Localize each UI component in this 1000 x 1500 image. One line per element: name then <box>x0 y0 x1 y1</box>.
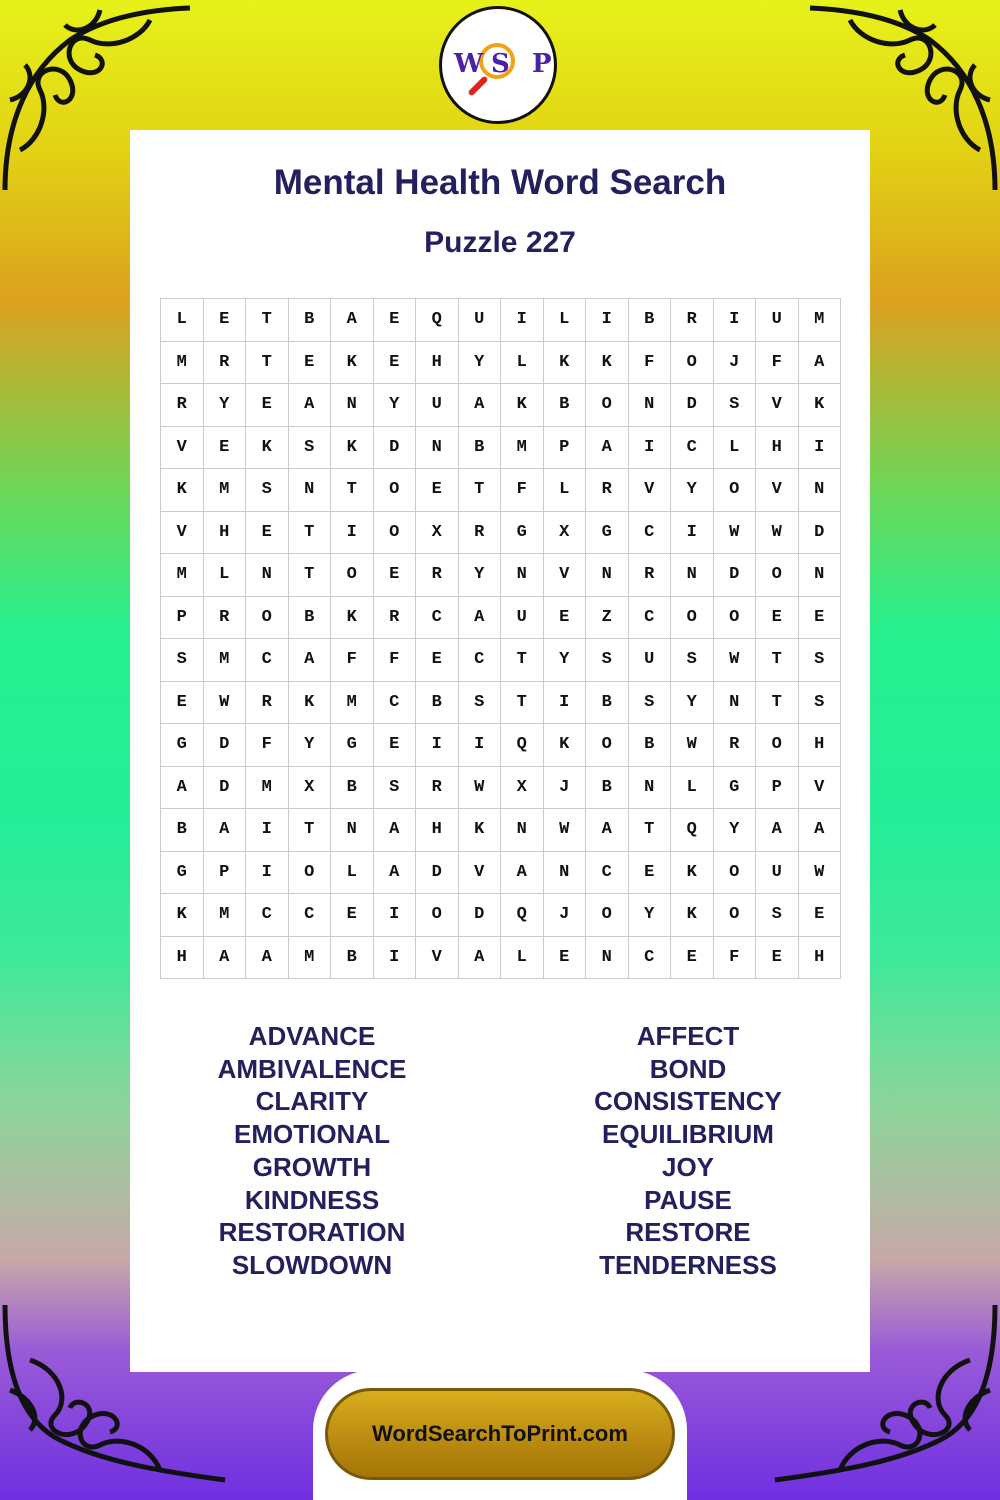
grid-cell[interactable]: C <box>246 894 289 937</box>
grid-cell[interactable]: Q <box>671 809 714 852</box>
grid-cell[interactable]: O <box>289 852 332 895</box>
grid-cell[interactable]: O <box>331 554 374 597</box>
grid-cell[interactable]: U <box>416 384 459 427</box>
grid-cell[interactable]: J <box>544 767 587 810</box>
grid-cell[interactable]: A <box>586 809 629 852</box>
grid-cell[interactable]: O <box>586 384 629 427</box>
grid-cell[interactable]: N <box>586 554 629 597</box>
grid-cell[interactable]: K <box>671 894 714 937</box>
grid-cell[interactable]: N <box>544 852 587 895</box>
grid-cell[interactable]: O <box>586 894 629 937</box>
grid-cell[interactable]: M <box>799 299 842 342</box>
grid-cell[interactable]: N <box>501 809 544 852</box>
grid-cell[interactable]: Q <box>501 894 544 937</box>
grid-cell[interactable]: B <box>289 597 332 640</box>
puzzle-number: Puzzle 227 <box>424 226 576 259</box>
grid-cell[interactable]: A <box>246 937 289 980</box>
grid-cell[interactable]: F <box>629 342 672 385</box>
grid-cell[interactable]: W <box>799 852 842 895</box>
grid-cell[interactable]: O <box>671 597 714 640</box>
grid-cell[interactable]: W <box>671 724 714 767</box>
grid-cell[interactable]: T <box>246 299 289 342</box>
grid-cell[interactable]: P <box>544 427 587 470</box>
grid-cell[interactable]: K <box>331 427 374 470</box>
grid-cell[interactable]: U <box>629 639 672 682</box>
grid-cell[interactable]: I <box>416 724 459 767</box>
grid-cell[interactable]: K <box>586 342 629 385</box>
grid-cell[interactable]: O <box>714 894 757 937</box>
grid-cell[interactable]: R <box>416 554 459 597</box>
logo-letter: S <box>491 49 510 79</box>
grid-cell[interactable]: A <box>756 809 799 852</box>
grid-cell[interactable]: I <box>459 724 502 767</box>
grid-cell[interactable]: J <box>544 894 587 937</box>
grid-cell[interactable]: S <box>246 469 289 512</box>
grid-cell[interactable]: N <box>416 427 459 470</box>
grid-cell[interactable]: S <box>289 427 332 470</box>
grid-cell[interactable]: K <box>161 894 204 937</box>
grid-cell[interactable]: M <box>161 554 204 597</box>
grid-cell[interactable]: F <box>756 342 799 385</box>
grid-cell[interactable]: T <box>289 512 332 555</box>
grid-cell[interactable]: L <box>544 469 587 512</box>
grid-cell[interactable]: A <box>289 384 332 427</box>
grid-cell[interactable]: T <box>289 809 332 852</box>
grid-cell[interactable]: F <box>714 937 757 980</box>
grid-cell[interactable]: M <box>246 767 289 810</box>
grid-cell[interactable]: E <box>629 852 672 895</box>
grid-cell[interactable]: I <box>374 894 417 937</box>
grid-cell[interactable]: Y <box>714 809 757 852</box>
grid-cell[interactable]: S <box>799 682 842 725</box>
grid-cell[interactable]: T <box>501 639 544 682</box>
grid-cell[interactable]: B <box>586 767 629 810</box>
grid-cell[interactable]: F <box>331 639 374 682</box>
grid-cell[interactable]: S <box>161 639 204 682</box>
grid-cell[interactable]: K <box>459 809 502 852</box>
grid-cell[interactable]: B <box>416 682 459 725</box>
grid-cell[interactable]: J <box>714 342 757 385</box>
grid-cell[interactable]: U <box>501 597 544 640</box>
grid-cell[interactable]: A <box>459 384 502 427</box>
letter-grid <box>160 298 841 979</box>
grid-cell[interactable]: L <box>161 299 204 342</box>
grid-cell[interactable]: L <box>544 299 587 342</box>
grid-cell[interactable]: C <box>629 597 672 640</box>
grid-cell[interactable]: R <box>586 469 629 512</box>
grid-cell[interactable]: A <box>161 767 204 810</box>
grid-cell[interactable]: H <box>799 937 842 980</box>
grid-cell[interactable]: E <box>799 597 842 640</box>
grid-cell[interactable]: K <box>246 427 289 470</box>
grid-cell[interactable]: C <box>671 427 714 470</box>
grid-cell[interactable]: C <box>416 597 459 640</box>
grid-cell[interactable]: O <box>586 724 629 767</box>
grid-cell[interactable]: T <box>246 342 289 385</box>
grid-cell[interactable]: T <box>501 682 544 725</box>
grid-cell[interactable]: Y <box>289 724 332 767</box>
grid-cell[interactable]: Y <box>629 894 672 937</box>
grid-cell[interactable]: S <box>374 767 417 810</box>
grid-cell[interactable]: W <box>756 512 799 555</box>
grid-cell[interactable]: W <box>714 639 757 682</box>
word-list-item: KINDNESS <box>244 1184 380 1215</box>
grid-cell[interactable]: R <box>714 724 757 767</box>
grid-cell[interactable]: D <box>374 427 417 470</box>
grid-cell[interactable]: N <box>501 554 544 597</box>
grid-cell[interactable]: T <box>459 469 502 512</box>
word-list-item: RESTORATION <box>218 1217 406 1248</box>
grid-cell[interactable]: E <box>374 342 417 385</box>
grid-cell[interactable]: K <box>501 384 544 427</box>
grid-cell[interactable]: D <box>714 554 757 597</box>
word-list-item: GROWTH <box>252 1151 372 1182</box>
grid-cell[interactable]: A <box>204 809 247 852</box>
grid-cell[interactable]: D <box>671 384 714 427</box>
grid-cell[interactable]: I <box>331 512 374 555</box>
grid-cell[interactable]: O <box>671 342 714 385</box>
grid-cell[interactable]: K <box>331 597 374 640</box>
grid-cell[interactable]: R <box>629 554 672 597</box>
grid-cell[interactable]: E <box>331 894 374 937</box>
grid-cell[interactable]: O <box>756 724 799 767</box>
grid-cell[interactable]: A <box>331 299 374 342</box>
grid-cell[interactable]: Y <box>459 342 502 385</box>
grid-cell[interactable]: X <box>289 767 332 810</box>
grid-cell[interactable]: U <box>459 299 502 342</box>
grid-cell[interactable]: G <box>161 852 204 895</box>
grid-cell[interactable]: K <box>289 682 332 725</box>
grid-cell[interactable]: L <box>501 342 544 385</box>
grid-cell[interactable]: U <box>756 852 799 895</box>
grid-cell[interactable]: E <box>246 384 289 427</box>
grid-cell[interactable]: T <box>756 682 799 725</box>
grid-cell[interactable]: D <box>416 852 459 895</box>
grid-cell[interactable]: Z <box>586 597 629 640</box>
grid-cell[interactable]: S <box>671 639 714 682</box>
grid-cell[interactable]: K <box>161 469 204 512</box>
grid-cell[interactable]: D <box>799 512 842 555</box>
grid-cell[interactable]: Y <box>671 469 714 512</box>
grid-cell[interactable]: W <box>714 512 757 555</box>
word-list-item: ADVANCE <box>248 1021 376 1051</box>
page-title: Mental Health Word Search <box>273 163 727 202</box>
grid-cell[interactable]: E <box>161 682 204 725</box>
grid-cell[interactable]: W <box>544 809 587 852</box>
word-list-left <box>162 1020 462 1282</box>
grid-cell[interactable]: C <box>459 639 502 682</box>
grid-cell[interactable]: G <box>331 724 374 767</box>
grid-cell[interactable]: W <box>204 682 247 725</box>
grid-cell[interactable]: L <box>714 427 757 470</box>
grid-cell[interactable]: V <box>161 427 204 470</box>
grid-cell[interactable]: E <box>416 469 459 512</box>
word-list-item: EMOTIONAL <box>234 1119 390 1150</box>
grid-cell[interactable]: L <box>501 937 544 980</box>
grid-cell[interactable]: F <box>501 469 544 512</box>
grid-cell[interactable]: P <box>756 767 799 810</box>
grid-cell[interactable]: T <box>756 639 799 682</box>
grid-cell[interactable]: O <box>714 469 757 512</box>
logo-letter: W <box>454 49 484 79</box>
grid-cell[interactable]: B <box>331 937 374 980</box>
grid-cell[interactable]: V <box>161 512 204 555</box>
grid-cell[interactable]: S <box>459 682 502 725</box>
grid-cell[interactable]: A <box>799 342 842 385</box>
grid-cell[interactable]: E <box>544 937 587 980</box>
grid-cell[interactable]: T <box>289 554 332 597</box>
word-list-item: JOY <box>661 1151 715 1182</box>
word-list-item: CONSISTENCY <box>594 1086 782 1117</box>
grid-cell[interactable]: Q <box>501 724 544 767</box>
grid-cell[interactable]: A <box>289 639 332 682</box>
grid-cell[interactable]: H <box>416 809 459 852</box>
grid-cell[interactable]: R <box>374 597 417 640</box>
grid-cell[interactable]: R <box>204 342 247 385</box>
grid-cell[interactable]: A <box>374 852 417 895</box>
word-list-item: CLARITY <box>255 1086 369 1117</box>
grid-cell[interactable]: Q <box>416 299 459 342</box>
grid-cell[interactable]: R <box>246 682 289 725</box>
grid-cell[interactable]: A <box>459 937 502 980</box>
grid-cell[interactable]: I <box>586 299 629 342</box>
grid-cell[interactable]: M <box>331 682 374 725</box>
grid-cell[interactable]: V <box>416 937 459 980</box>
grid-cell[interactable]: T <box>629 809 672 852</box>
grid-cell[interactable]: G <box>714 767 757 810</box>
grid-cell[interactable]: N <box>331 809 374 852</box>
grid-cell[interactable]: O <box>374 512 417 555</box>
grid-cell[interactable]: H <box>799 724 842 767</box>
website-url: WordSearchToPrint.com <box>372 1421 628 1446</box>
grid-cell[interactable]: E <box>204 427 247 470</box>
grid-cell[interactable]: C <box>586 852 629 895</box>
grid-cell[interactable]: O <box>714 597 757 640</box>
grid-cell[interactable]: E <box>416 639 459 682</box>
word-list-item: AFFECT <box>636 1021 740 1051</box>
grid-cell[interactable]: E <box>374 724 417 767</box>
grid-cell[interactable]: M <box>204 894 247 937</box>
grid-cell[interactable]: F <box>246 724 289 767</box>
grid-cell[interactable]: N <box>799 554 842 597</box>
grid-cell[interactable]: B <box>586 682 629 725</box>
word-list-item: TENDERNESS <box>599 1249 777 1280</box>
grid-cell[interactable]: O <box>246 597 289 640</box>
grid-cell[interactable]: K <box>671 852 714 895</box>
grid-cell[interactable]: L <box>331 852 374 895</box>
grid-cell[interactable]: S <box>799 639 842 682</box>
grid-cell[interactable]: A <box>501 852 544 895</box>
grid-cell[interactable]: B <box>544 384 587 427</box>
word-list-item: AMBIVALENCE <box>217 1053 407 1084</box>
grid-cell[interactable]: C <box>374 682 417 725</box>
grid-cell[interactable]: S <box>629 682 672 725</box>
grid-cell[interactable]: G <box>586 512 629 555</box>
grid-cell[interactable]: Y <box>544 639 587 682</box>
grid-cell[interactable]: B <box>629 724 672 767</box>
grid-cell[interactable]: P <box>161 597 204 640</box>
grid-cell[interactable]: K <box>544 342 587 385</box>
grid-cell[interactable]: A <box>586 427 629 470</box>
grid-cell[interactable]: D <box>459 894 502 937</box>
grid-cell[interactable]: N <box>246 554 289 597</box>
grid-cell[interactable]: E <box>756 597 799 640</box>
grid-cell[interactable]: Y <box>671 682 714 725</box>
grid-cell[interactable]: B <box>331 767 374 810</box>
grid-cell[interactable]: E <box>799 894 842 937</box>
grid-cell[interactable]: A <box>799 809 842 852</box>
grid-cell[interactable]: N <box>586 937 629 980</box>
grid-cell[interactable]: V <box>756 384 799 427</box>
wsp-logo <box>439 6 557 124</box>
grid-cell[interactable]: I <box>246 852 289 895</box>
grid-cell[interactable]: V <box>799 767 842 810</box>
grid-cell[interactable]: A <box>204 937 247 980</box>
grid-cell[interactable]: K <box>544 724 587 767</box>
grid-cell[interactable]: L <box>204 554 247 597</box>
word-list-right <box>538 1020 838 1282</box>
word-list-item: RESTORE <box>625 1217 751 1248</box>
grid-cell[interactable]: R <box>671 299 714 342</box>
grid-cell[interactable]: K <box>799 384 842 427</box>
grid-cell[interactable]: E <box>204 299 247 342</box>
grid-cell[interactable]: B <box>161 809 204 852</box>
word-list-item: SLOWDOWN <box>231 1249 393 1280</box>
grid-cell[interactable]: X <box>416 512 459 555</box>
grid-cell[interactable]: V <box>544 554 587 597</box>
grid-cell[interactable]: N <box>799 469 842 512</box>
grid-cell[interactable]: E <box>544 597 587 640</box>
grid-cell[interactable]: C <box>289 894 332 937</box>
grid-cell[interactable]: Y <box>459 554 502 597</box>
grid-cell[interactable]: R <box>204 597 247 640</box>
logo-letter: P <box>532 49 552 79</box>
grid-cell[interactable]: H <box>756 427 799 470</box>
grid-cell[interactable]: O <box>416 894 459 937</box>
word-list-item: PAUSE <box>644 1184 732 1215</box>
word-list-item: BOND <box>649 1053 727 1084</box>
grid-cell[interactable]: V <box>756 469 799 512</box>
grid-cell[interactable]: H <box>204 512 247 555</box>
grid-cell[interactable]: E <box>374 299 417 342</box>
grid-cell[interactable]: S <box>714 384 757 427</box>
grid-cell[interactable]: C <box>246 639 289 682</box>
grid-cell[interactable]: H <box>416 342 459 385</box>
grid-cell[interactable]: M <box>161 342 204 385</box>
grid-cell[interactable]: M <box>204 469 247 512</box>
grid-cell[interactable]: G <box>161 724 204 767</box>
grid-cell[interactable]: N <box>629 384 672 427</box>
grid-cell[interactable]: I <box>501 299 544 342</box>
grid-cell[interactable]: I <box>799 427 842 470</box>
grid-cell[interactable]: C <box>629 512 672 555</box>
grid-cell[interactable]: O <box>374 469 417 512</box>
grid-cell[interactable]: N <box>289 469 332 512</box>
grid-cell[interactable]: L <box>671 767 714 810</box>
website-banner[interactable] <box>325 1388 675 1480</box>
grid-cell[interactable]: R <box>161 384 204 427</box>
grid-cell[interactable]: B <box>459 427 502 470</box>
grid-cell[interactable]: Y <box>204 384 247 427</box>
grid-cell[interactable]: I <box>629 427 672 470</box>
grid-cell[interactable]: A <box>374 809 417 852</box>
grid-cell[interactable]: N <box>331 384 374 427</box>
grid-cell[interactable]: R <box>416 767 459 810</box>
grid-cell[interactable]: V <box>459 852 502 895</box>
grid-cell[interactable]: D <box>204 724 247 767</box>
grid-cell[interactable]: U <box>756 299 799 342</box>
grid-cell[interactable]: R <box>459 512 502 555</box>
grid-cell[interactable]: V <box>629 469 672 512</box>
grid-cell[interactable]: Y <box>374 384 417 427</box>
grid-cell[interactable]: O <box>756 554 799 597</box>
grid-cell[interactable]: X <box>501 767 544 810</box>
grid-cell[interactable]: C <box>629 937 672 980</box>
grid-cell[interactable]: G <box>501 512 544 555</box>
grid-cell[interactable]: I <box>544 682 587 725</box>
grid-cell[interactable]: I <box>714 299 757 342</box>
grid-cell[interactable]: K <box>331 342 374 385</box>
grid-cell[interactable]: O <box>714 852 757 895</box>
grid-cell[interactable]: N <box>714 682 757 725</box>
puzzle-card <box>130 130 870 1372</box>
grid-cell[interactable]: H <box>161 937 204 980</box>
grid-cell[interactable]: S <box>586 639 629 682</box>
grid-cell[interactable]: M <box>501 427 544 470</box>
grid-cell[interactable]: D <box>204 767 247 810</box>
grid-cell[interactable]: X <box>544 512 587 555</box>
grid-cell[interactable]: E <box>289 342 332 385</box>
grid-cell[interactable]: I <box>246 809 289 852</box>
grid-cell[interactable]: F <box>374 639 417 682</box>
grid-cell[interactable]: E <box>246 512 289 555</box>
grid-cell[interactable]: M <box>289 937 332 980</box>
grid-cell[interactable]: E <box>374 554 417 597</box>
grid-cell[interactable]: S <box>756 894 799 937</box>
grid-cell[interactable]: B <box>289 299 332 342</box>
grid-cell[interactable]: N <box>671 554 714 597</box>
grid-cell[interactable]: A <box>459 597 502 640</box>
word-list-item: EQUILIBRIUM <box>602 1119 774 1150</box>
grid-cell[interactable]: E <box>756 937 799 980</box>
grid-cell[interactable]: M <box>204 639 247 682</box>
grid-cell[interactable]: N <box>629 767 672 810</box>
grid-cell[interactable]: E <box>671 937 714 980</box>
grid-cell[interactable]: I <box>374 937 417 980</box>
grid-cell[interactable]: P <box>204 852 247 895</box>
grid-cell[interactable]: W <box>459 767 502 810</box>
grid-cell[interactable]: B <box>629 299 672 342</box>
grid-cell[interactable]: T <box>331 469 374 512</box>
grid-cell[interactable]: I <box>671 512 714 555</box>
